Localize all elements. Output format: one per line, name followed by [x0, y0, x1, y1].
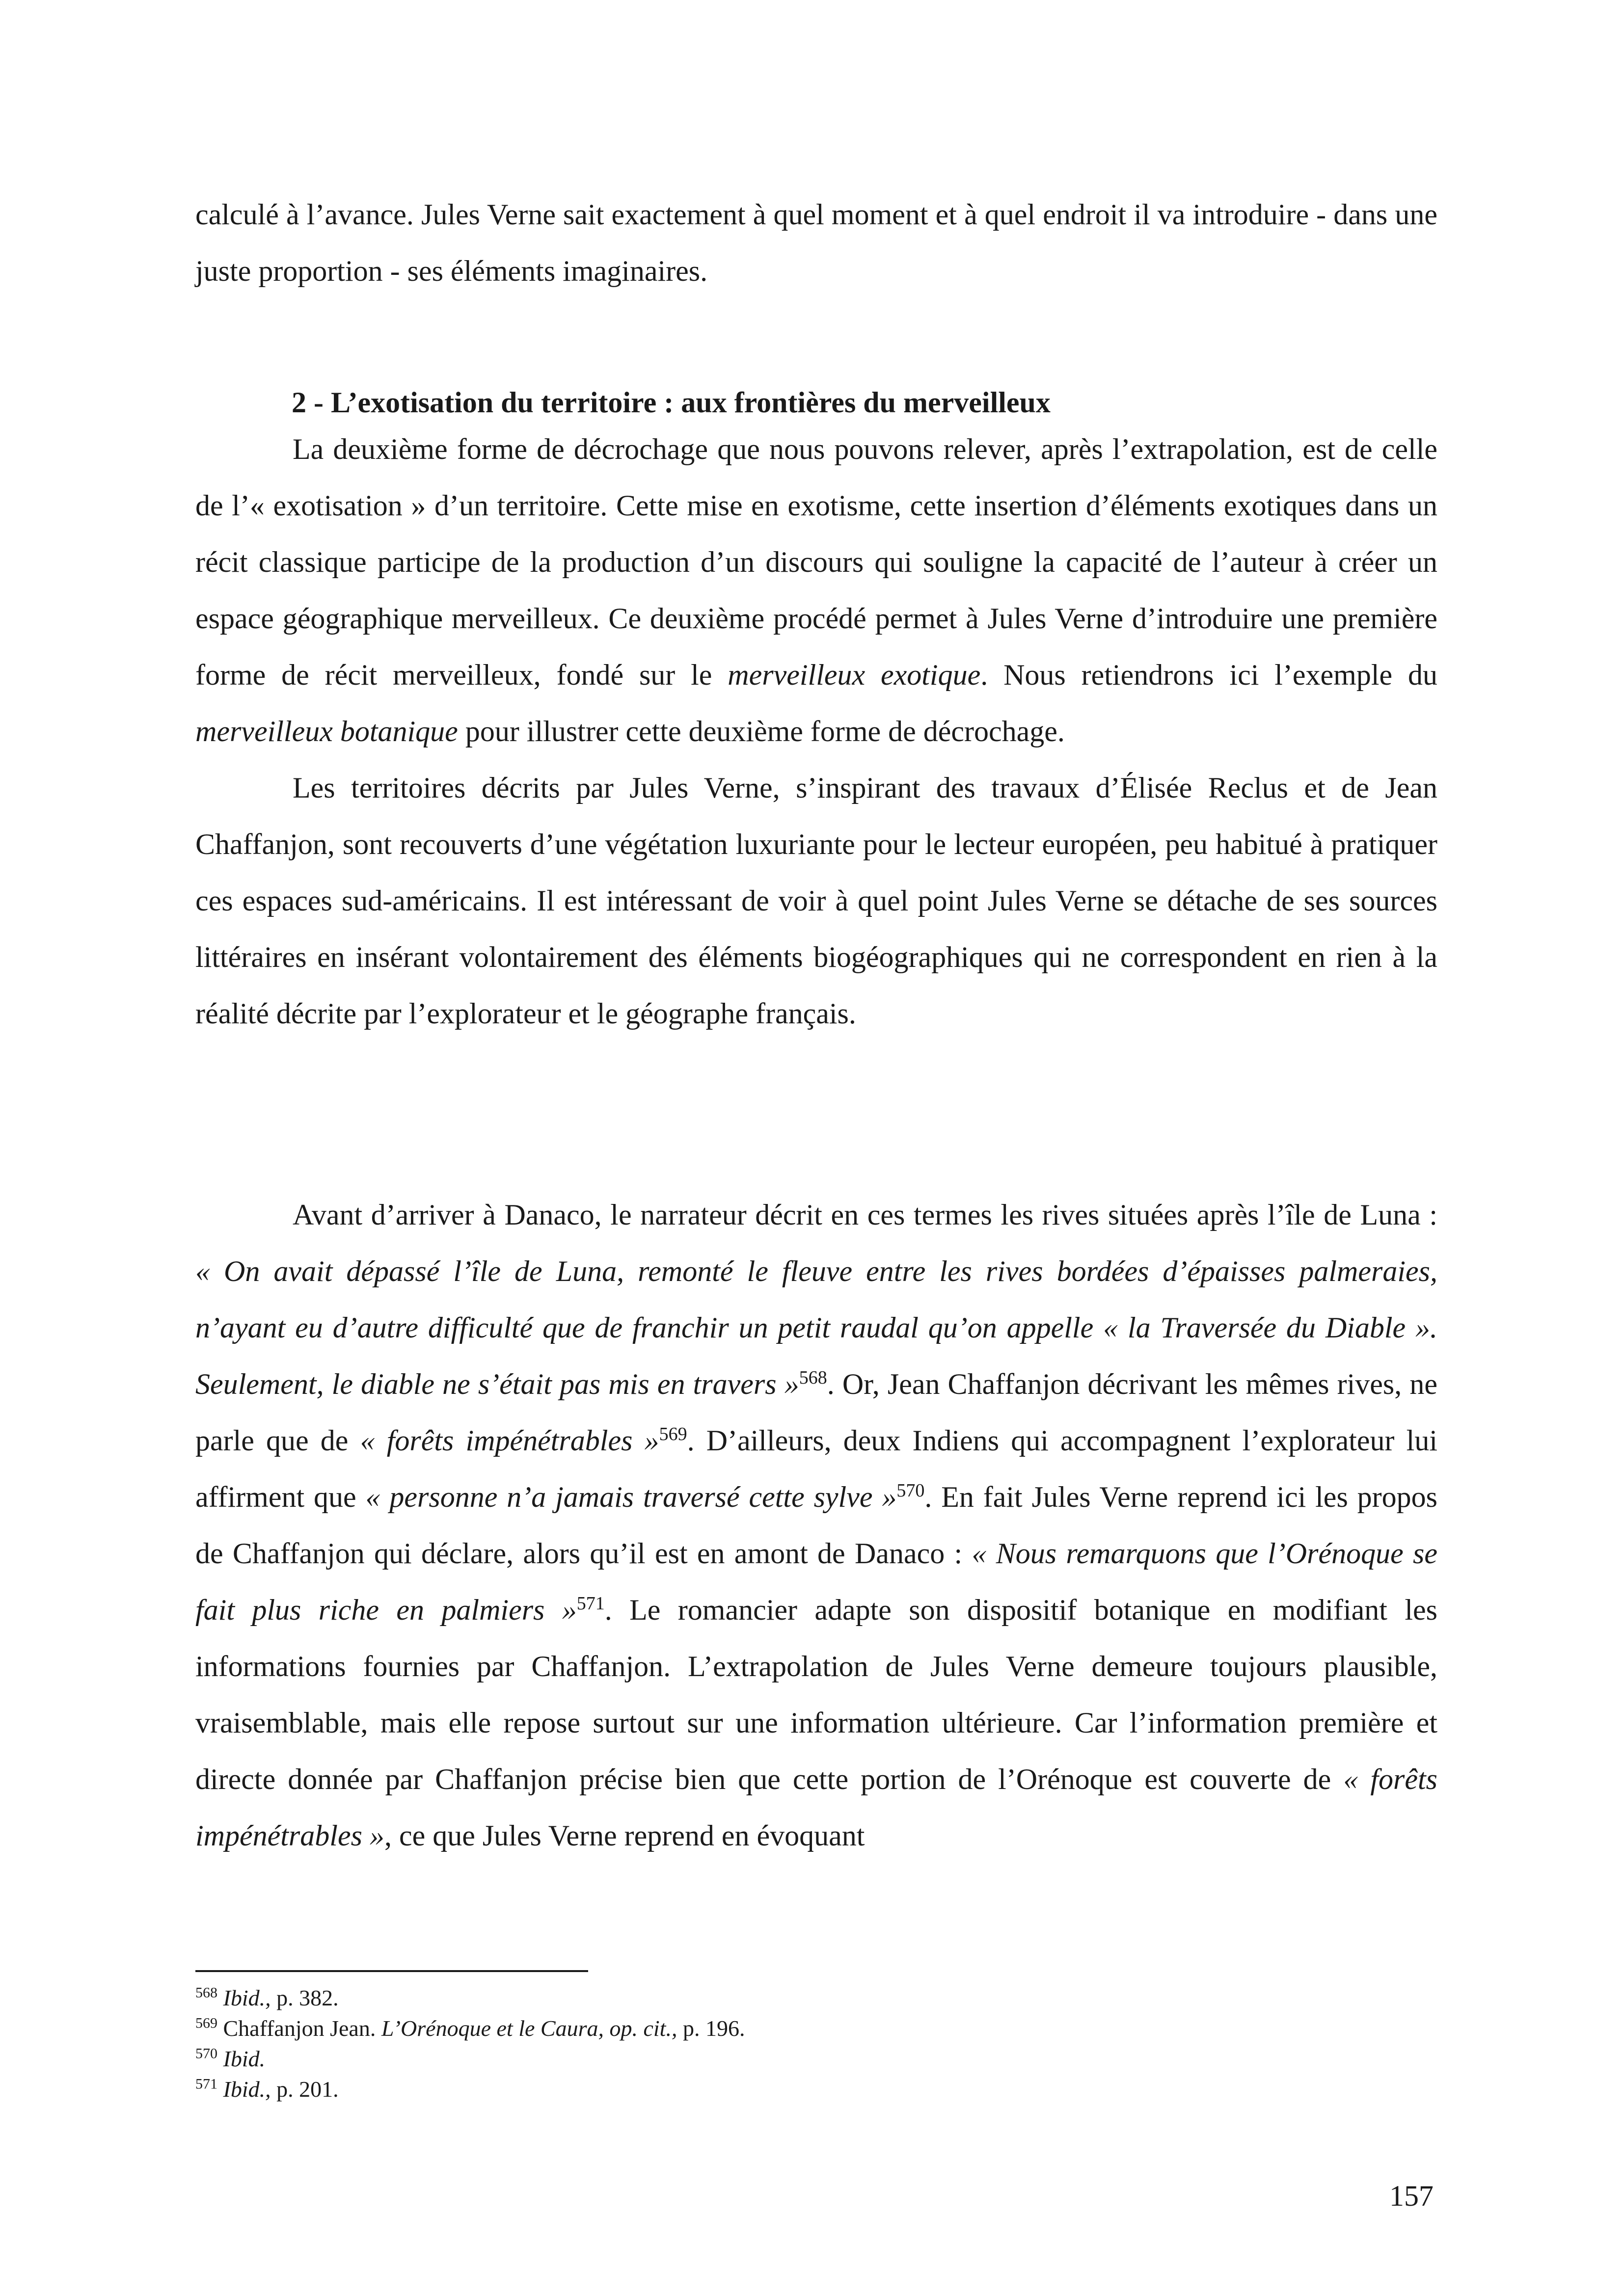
footnote-ref-570[interactable]: 570: [896, 1480, 925, 1501]
paragraph-territoires: Les territoires décrits par Jules Verne, s’inspirant des travaux d’Élisée Reclus et de Jean Chaffanjon, sont recouverts d’une végétation luxuriante pour le lecteur européen, peu habitué à pratiquer ces espaces sud-américains. Il est intéressant de voir à quel point Jules Verne se détache de ses sources littéraires en insérant volontairement des éléments biogéographiques qui ne correspondent en rien à la réalité décrite par l’explorateur et le géographe français.: [195, 772, 1437, 1030]
para1-em1: merveilleux exotique: [728, 659, 981, 691]
footnote-em: Ibid.,: [223, 2077, 271, 2102]
footnote-ref-571[interactable]: 571: [576, 1593, 605, 1614]
footnote-571: [195, 2074, 1437, 2105]
para3-t2: . Or, Jean Chaffanjon décrivant les mêmes rives, ne parle que de: [195, 1368, 1437, 1457]
footnote-569: [195, 2013, 1437, 2044]
paragraph-exotisation: [195, 421, 1437, 760]
para3-t4: . En fait Jules Verne reprend ici les propos de Chaffanjon qui déclare, alors qu’il est en amont de Danaco :: [195, 1481, 1437, 1570]
footnote-ref-568[interactable]: 568: [799, 1367, 827, 1388]
para1-text2: . Nous retiendrons ici l’exemple du: [980, 659, 1437, 691]
para3-t6: , ce que Jules Verne reprend en évoquant: [384, 1819, 865, 1852]
footnote-text: p. 382.: [270, 1985, 339, 2010]
quote-forets-1: « forêts impénétrables »: [360, 1424, 659, 1457]
paragraph-danaco: [195, 1187, 1437, 1864]
quote-forets-2: « forêts impénétrables »: [195, 1763, 1438, 1852]
footnote-568: [195, 1983, 1437, 2013]
para1-text1: La deuxième forme de décrochage que nous pouvons relever, après l’extrapolation, est de celle de l’« exotisation » d’un territoire. Cette mise en exotisme, cette insertion d’éléments exotiques dans un récit classique participe de la production d’un discours qui souligne la capacité de l’auteur à créer un espace géographique merveilleux. Ce deuxième procédé permet à Jules Verne d’introduire une première forme de récit merveilleux, fondé sur le: [195, 433, 1437, 691]
quote-verne: « On avait dépassé l’île de Luna, remonté le fleuve entre les rives bordées d’épaisses palmeraies, n’ayant eu d’autre difficulté que de franchir un petit raudal qu’on appelle « la Traversée du Diable ». Seulement, le diable ne s’était pas mis en travers »: [195, 1255, 1437, 1400]
footnote-em: L’Orénoque et le Caura, op. cit.,: [381, 2016, 677, 2041]
footnote-text: p. 196.: [677, 2016, 745, 2041]
footnote-em: Ibid.,: [223, 1985, 271, 2010]
body-block-1: [195, 421, 1437, 1042]
para3-t1: Avant d’arriver à Danaco, le narrateur décrit en ces termes les rives situées après l’île de Luna :: [293, 1199, 1437, 1231]
section-heading: 2 - L’exotisation du territoire : aux frontières du merveilleux: [292, 386, 1051, 419]
footnote-number: 568: [195, 1984, 217, 2001]
footnote-em: Ibid.: [223, 2046, 266, 2071]
quote-palmiers: « Nous remarquons que l’Orénoque se fait plus riche en palmiers »: [195, 1537, 1437, 1626]
intro-paragraph-block: [195, 187, 1437, 299]
footnote-number: 569: [195, 2015, 217, 2031]
intro-paragraph: calculé à l’avance. Jules Verne sait exactement à quel moment et à quel endroit il va introduire - dans une juste proportion - ses éléments imaginaires.: [195, 198, 1437, 287]
body-block-2: [195, 1187, 1437, 1864]
footnote-pre: Chaffanjon Jean.: [217, 2016, 381, 2041]
footnotes: [195, 1983, 1437, 2105]
footnote-text: p. 201.: [270, 2077, 339, 2102]
para1-em2: merveilleux botanique: [195, 715, 458, 748]
quote-sylve: « personne n’a jamais traversé cette sylve »: [365, 1481, 897, 1513]
footnote-570: [195, 2044, 1437, 2074]
page-number: 157: [1389, 2180, 1434, 2212]
footnote-number: 571: [195, 2076, 217, 2092]
footnote-separator: [195, 1970, 588, 1972]
footnote-ref-569[interactable]: 569: [659, 1424, 687, 1444]
para1-text3: pour illustrer cette deuxième forme de décrochage.: [458, 715, 1065, 748]
para3-t5: . Le romancier adapte son dispositif botanique en modifiant les informations fournies par Chaffanjon. L’extrapolation de Jules Verne demeure toujours plausible, vraisemblable, mais elle repose surtout sur une information ultérieure. Car l’information première et directe donnée par Chaffanjon précise bien que cette portion de l’Orénoque est couverte de: [195, 1594, 1437, 1795]
footnote-number: 570: [195, 2045, 217, 2062]
para3-t3: . D’ailleurs, deux Indiens qui accompagnent l’explorateur lui affirment que: [195, 1424, 1437, 1513]
